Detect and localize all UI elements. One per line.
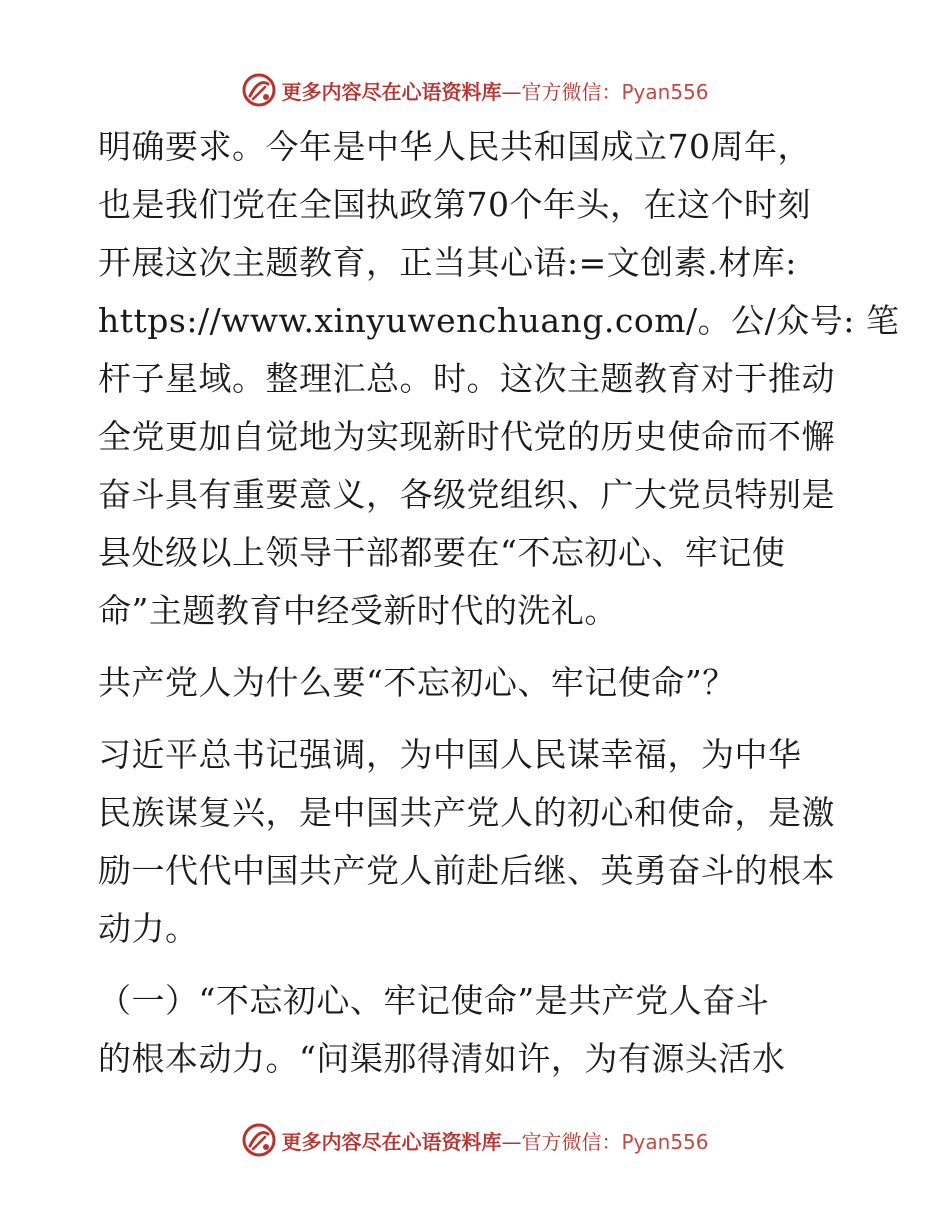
paragraph-intro: [98, 118, 900, 640]
banner-official-label: 官方微信：: [521, 1129, 622, 1154]
text-line: 奋斗具有重要意义，各级党组织、广大党员特别是: [98, 475, 835, 514]
text-line: https://www.xinyuwenchuang.com/。公/众号: 笔: [98, 301, 900, 340]
banner-brand-text: 更多内容尽在心语资料库: [281, 79, 502, 104]
banner-handle: Pyan556: [621, 79, 709, 104]
paragraph-section-one: [98, 972, 868, 1088]
header-watermark-banner: [0, 70, 950, 110]
text-line: 杆子星域。整理汇总。时。这次主题教育对于推动: [98, 359, 835, 398]
banner-separator: —: [501, 79, 522, 104]
text-line: 习近平总书记强调，为中国人民谋幸福，为中华: [98, 735, 802, 774]
text-line: 民族谋复兴，是中国共产党人的初心和使命，是激: [98, 793, 835, 832]
paragraph-quote: [98, 726, 868, 958]
text-line: 动力。: [98, 909, 199, 948]
text-line: （一）“不忘初心、牢记使命”是共产党人奋斗: [98, 981, 770, 1020]
text-line: 也是我们党在全国执政第70个年头，在这个时刻: [98, 185, 811, 224]
banner-handle: Pyan556: [621, 1129, 709, 1154]
text-line: 明确要求。今年是中华人民共和国成立70周年，: [98, 127, 811, 166]
red-seal-logo-icon: [241, 72, 277, 108]
banner-official-label: 官方微信：: [521, 79, 622, 104]
document-body: [98, 118, 900, 1088]
red-seal-logo-icon: [241, 1122, 277, 1158]
banner-brand-text: 更多内容尽在心语资料库: [281, 1129, 502, 1154]
banner-separator: —: [501, 1129, 522, 1154]
banner-text: [281, 1126, 708, 1155]
text-line: 开展这次主题教育，正当其心语:=文创素.材库:: [98, 243, 797, 282]
text-line: 全党更加自觉地为实现新时代党的历史使命而不懈: [98, 417, 835, 456]
text-line: 共产党人为什么要“不忘初心、牢记使命”？: [98, 663, 736, 702]
text-line: 的根本动力。“问渠那得清如许，为有源头活水: [98, 1039, 786, 1078]
banner-text: [281, 76, 708, 105]
text-line: 励一代代中国共产党人前赴后继、英勇奋斗的根本: [98, 851, 835, 890]
footer-watermark-banner: [0, 1120, 950, 1160]
text-line: 县处级以上领导干部都要在“不忘初心、牢记使: [98, 533, 786, 572]
paragraph-question-heading: [98, 654, 868, 712]
text-line: 命”主题教育中经受新时代的洗礼。: [98, 591, 618, 630]
